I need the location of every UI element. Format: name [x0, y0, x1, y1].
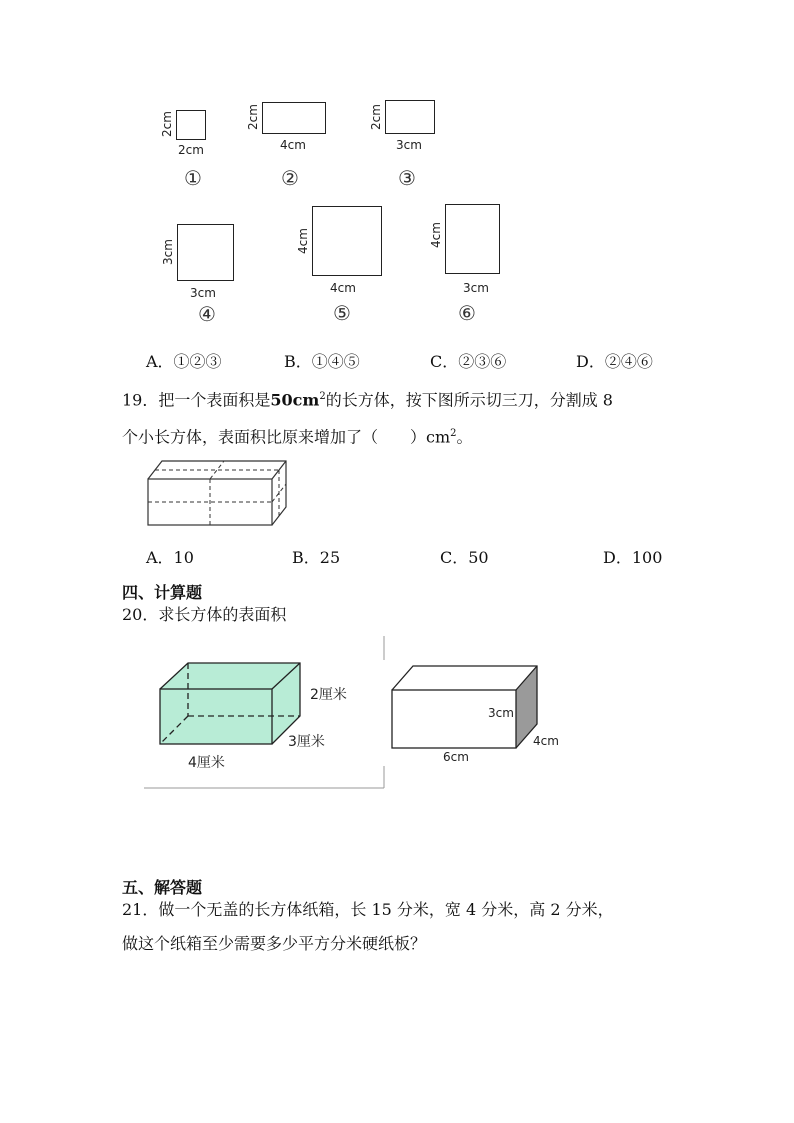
- shape-4-number: ④: [198, 302, 216, 326]
- rectangle-shape-6: [445, 204, 500, 274]
- shape-3-number: ③: [398, 166, 416, 190]
- shape-1-width-label: 2cm: [178, 143, 204, 157]
- shape-5-number: ⑤: [333, 301, 351, 325]
- q19-option-c[interactable]: C．50: [440, 548, 489, 567]
- q21-line-2: 做这个纸箱至少需要多少平方分米硬纸板？: [122, 934, 427, 953]
- rectangle-shape-3: [385, 100, 435, 134]
- q18-option-d[interactable]: D．②④⑥: [576, 352, 653, 371]
- q18-option-c[interactable]: C．②③⑥: [430, 352, 507, 371]
- q21-text: [122, 893, 722, 961]
- q18-option-a[interactable]: A．①②③: [146, 352, 222, 371]
- shape-6-height-label: 4cm: [428, 222, 443, 248]
- fig2-height-label: 3cm: [488, 706, 514, 720]
- square-shape-1: [176, 110, 206, 140]
- q19-cut-cuboid-figure: [140, 455, 300, 530]
- fig1-height-label: 2厘米: [310, 687, 347, 703]
- shape-3-width-label: 3cm: [396, 138, 422, 152]
- shape-6-number: ⑥: [458, 301, 476, 325]
- shape-6-width-label: 3cm: [463, 281, 489, 295]
- shape-1-height-label: 2cm: [159, 111, 174, 137]
- q18-option-b[interactable]: B．①④⑤: [284, 352, 360, 371]
- q19-option-d[interactable]: D．100: [603, 548, 663, 567]
- square-shape-4: [177, 224, 234, 281]
- q19-line-1: 19．把一个表面积是$50cm^2$的长方体，按下图所示切三刀，分割成 8: [122, 390, 613, 410]
- q20-cuboid-figure-1: [140, 636, 390, 791]
- shape-4-height-label: 3cm: [160, 239, 175, 265]
- q19-option-b[interactable]: B．25: [292, 548, 341, 567]
- q20-text: 20．求长方体的表面积: [122, 605, 287, 624]
- q20-cuboid-figure-2: [385, 660, 550, 755]
- shape-5-height-label: 4cm: [295, 228, 310, 254]
- q21-line-1: 21．做一个无盖的长方体纸箱，长 15 分米，宽 4 分米，高 2 分米，: [122, 900, 614, 919]
- q19-option-a[interactable]: A．10: [146, 548, 194, 567]
- shape-1-number: ①: [184, 166, 202, 190]
- fig2-length-label: 6cm: [443, 750, 469, 764]
- shape-5-width-label: 4cm: [330, 281, 356, 295]
- rectangle-shape-2: [262, 102, 326, 134]
- fig2-depth-label: 4cm: [533, 734, 559, 748]
- q19-text: [122, 380, 682, 455]
- fig1-depth-label: 3厘米: [288, 734, 325, 750]
- shape-4-width-label: 3cm: [190, 286, 216, 300]
- shape-2-number: ②: [281, 166, 299, 190]
- square-shape-5: [312, 206, 382, 276]
- shape-2-width-label: 4cm: [280, 138, 306, 152]
- shape-3-height-label: 2cm: [368, 104, 383, 130]
- fig1-length-label: 4厘米: [188, 755, 225, 771]
- shape-2-height-label: 2cm: [245, 104, 260, 130]
- q19-line-2: 个小长方体，表面积比原来增加了（ ）$cm^2$。: [122, 427, 473, 447]
- section-5-title: 五、解答题: [122, 878, 203, 897]
- section-4-title: 四、计算题: [122, 583, 203, 602]
